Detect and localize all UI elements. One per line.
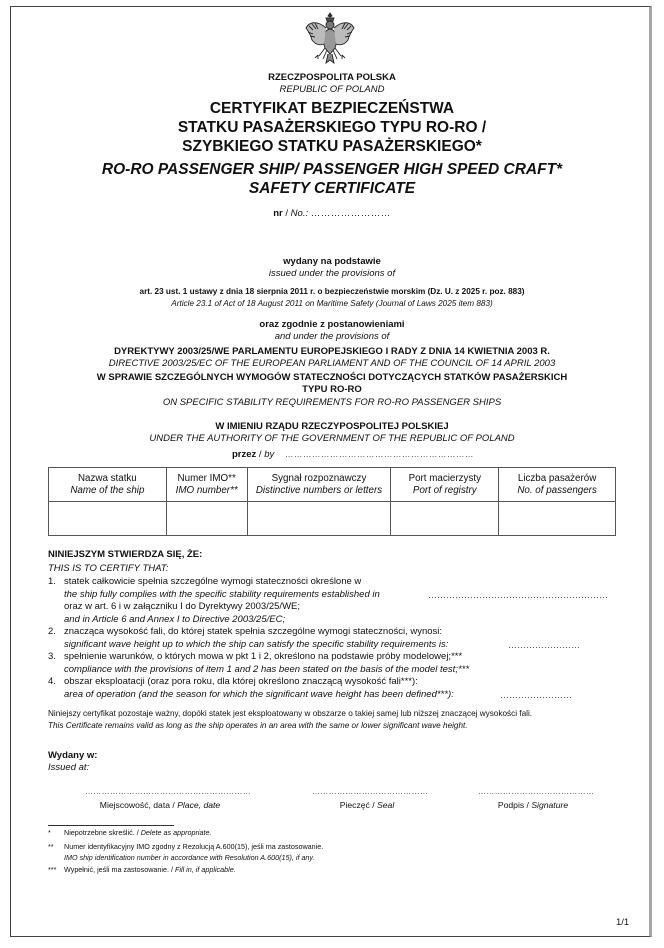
issued-en: issued under the provisions of [268, 268, 396, 279]
item-number: 3. [48, 651, 56, 662]
polish-eagle-emblem-icon [303, 10, 357, 66]
cell-passengers[interactable] [499, 502, 616, 536]
item-3-en: compliance with the provisions of item 1 and 2 has been stated on the basis of the model test;*** [64, 663, 470, 675]
item-2-en: significant wave height up to which the ship can satisfy the specific stability requirements is: [64, 638, 449, 650]
authority-en: UNDER THE AUTHORITY OF THE GOVERNMENT OF THE REPUBLIC OF POLAND [149, 433, 515, 444]
item-2-field[interactable]: …………………… [508, 639, 580, 650]
number-label-pl: nr [273, 208, 283, 219]
signature-label: Podpis / Signature [497, 800, 569, 810]
act-en: Article 23.1 of Act of 18 August 2011 on Maritime Safety (Journal of Laws 2025 item 883) [171, 299, 493, 308]
title-en-line-1: RO-RO PASSENGER SHIP/ PASSENGER HIGH SPEED CRAFT* [101, 161, 563, 178]
ship-details-table [48, 467, 616, 536]
page-number: 1/1 [616, 917, 630, 928]
number-label-en: No.: [290, 208, 309, 219]
table-row [49, 502, 616, 536]
cell-imo-number[interactable] [166, 502, 247, 536]
title-pl-line-1: CERTYFIKAT BEZPIECZEŃSTWA [209, 100, 455, 117]
act-pl: art. 23 ust. 1 ustawy z dnia 18 sierpnia 2011 r. o bezpieczeństwie morskim (Dz. U. z 2025 r. poz. 883) [139, 287, 525, 296]
country-name-en: REPUBLIC OF POLAND [279, 84, 385, 95]
item-4-en: area of operation (and the season for which the significant wave height has been defined***): [64, 688, 454, 700]
column-header-passengers: Liczba pasażerów No. of passengers [499, 468, 616, 502]
certificate-number-field[interactable]: …………………… [310, 208, 391, 219]
signature-field[interactable]: …………………………………… [478, 787, 595, 796]
place-date-field[interactable]: …………………………………………………… [85, 787, 251, 796]
subject-pl-line-2: TYPU RO-RO [302, 384, 362, 395]
issued-at-en: Issued at: [48, 762, 90, 773]
certify-item-3 [48, 651, 648, 676]
issuer-field[interactable]: ……………………………………………………… [284, 449, 474, 459]
item-number: 2. [48, 626, 56, 637]
footnote-divider [48, 825, 174, 826]
item-1-field[interactable]: …………………………………………………… [428, 589, 608, 600]
place-date-label: Miejscowość, data / Place, date [99, 800, 221, 810]
certify-item-1 [48, 576, 648, 626]
issuer-by [232, 449, 474, 460]
place-date-signature-block [85, 787, 251, 810]
item-1-en-line-1: the ship fully complies with the specific stability requirements established in [64, 588, 380, 600]
validity-en: This Certificate remains valid as long as the ship operates in an area with the same or lower significant wave height. [48, 721, 468, 730]
by-label-en: by [264, 449, 275, 460]
cell-distinctive-letters[interactable] [247, 502, 391, 536]
cell-port-of-registry[interactable] [391, 502, 499, 536]
subject-en: ON SPECIFIC STABILITY REQUIREMENTS FOR RO-RO PASSENGER SHIPS [162, 397, 502, 408]
column-header-ship-name: Nazwa statku Name of the ship [49, 468, 167, 502]
issued-at-pl: Wydany w: [48, 750, 98, 761]
item-4-field[interactable]: …………………… [500, 689, 572, 700]
column-header-distinctive-letters: Sygnał rozpoznawczy Distinctive numbers or letters [247, 468, 391, 502]
certify-heading-en: THIS IS TO CERTIFY THAT: [48, 563, 169, 574]
item-1-pl-line-2: oraz w art. 6 i w załączniku I do Dyrektywy 2003/25/WE; [64, 601, 301, 612]
table-header-row [49, 468, 616, 502]
item-4-pl: obszar eksploatacji (oraz pora roku, dla której określono znaczącą wysokość fali***): [64, 676, 418, 687]
by-label-pl: przez [232, 449, 257, 460]
issued-pl: wydany na podstawie [283, 256, 381, 267]
item-3-pl: spełnienie warunków, o których mowa w pkt 1 i 2, określono na podstawie próby modelowej;*** [64, 651, 463, 662]
seal-label: Pieczęć / Seal [339, 800, 395, 810]
authority-pl: W IMIENIU RZĄDU RZECZYPOSPOLITEJ POLSKIEJ [215, 421, 449, 432]
country-name-pl: RZECZPOSPOLITA POLSKA [268, 72, 396, 83]
column-header-port-of-registry: Port macierzysty Port of registry [391, 468, 499, 502]
number-sep: / [282, 208, 291, 219]
item-number: 1. [48, 576, 56, 587]
directive-pl: DYREKTYWY 2003/25/WE PARLAMENTU EUROPEJSKIEGO I RADY Z DNIA 14 KWIETNIA 2003 R. [114, 346, 550, 357]
validity-pl: Niniejszy certyfikat pozostaje ważny, dopóki statek jest eksploatowany w obszarze o takiej samej lub niższej znaczącej wysokości fali. [48, 709, 533, 718]
item-number: 4. [48, 676, 56, 687]
certify-item-4 [48, 676, 648, 701]
title-en-line-2: SAFETY CERTIFICATE [248, 180, 416, 197]
item-1-pl-line-1: statek całkowicie spełnia szczególne wymogi stateczności określone w [64, 576, 362, 587]
title-pl-line-2: STATKU PASAŻERSKIEGO TYPU RO-RO / [177, 119, 487, 136]
cell-ship-name[interactable] [49, 502, 167, 536]
certificate-number [0, 208, 664, 219]
title-pl-line-3: SZYBKIEGO STATKU PASAŻERSKIEGO* [182, 138, 482, 155]
seal-field[interactable]: …………………………………… [312, 787, 429, 796]
item-2-pl: znacząca wysokość fali, do której statek spełnia szczególne wymogi stateczności, wynosi: [64, 626, 443, 637]
item-1-en-line-2: and in Article 6 and Annex I to Directive 2003/25/EC; [64, 613, 286, 625]
seal-block [312, 787, 429, 810]
certify-heading-pl: NINIEJSZYM STWIERDZA SIĘ, ŻE: [48, 549, 203, 560]
signature-block [478, 787, 595, 810]
certify-item-2 [48, 626, 648, 651]
directive-en: DIRECTIVE 2003/25/EC OF THE EUROPEAN PARLIAMENT AND OF THE COUNCIL OF 14 APRIL 2003 [108, 358, 556, 369]
subject-pl-line-1: W SPRAWIE SZCZEGÓLNYCH WYMOGÓW STATECZNOŚCI DOTYCZĄCYCH STATKÓW PASAŻERSKICH [96, 372, 568, 383]
and-provisions-pl: oraz zgodnie z postanowieniami [259, 319, 405, 330]
and-provisions-en: and under the provisions of [274, 331, 390, 342]
by-sep: / [256, 449, 265, 460]
column-header-imo-number: Numer IMO** IMO number** [166, 468, 247, 502]
